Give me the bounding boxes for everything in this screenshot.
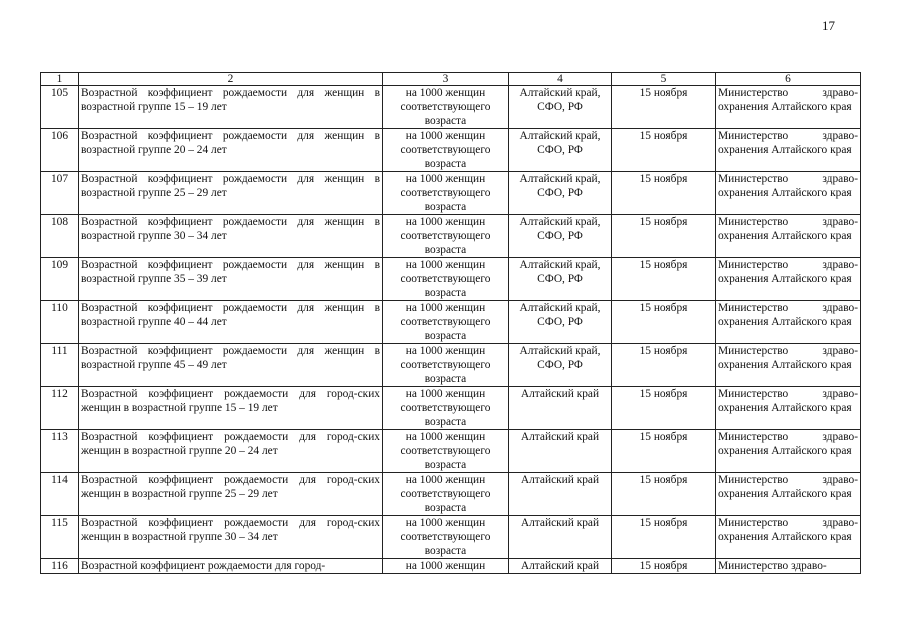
column-header: 4	[509, 73, 612, 86]
unit-cell: на 1000 женщин соответствующего возраста	[383, 172, 509, 215]
row-number-cell: 116	[41, 559, 79, 574]
table-row	[41, 516, 861, 559]
source-cell: Министерство здраво-охранения Алтайского края	[716, 258, 861, 301]
row-number-cell: 108	[41, 215, 79, 258]
row-number-cell: 110	[41, 301, 79, 344]
unit-cell: на 1000 женщин соответствующего возраста	[383, 215, 509, 258]
territory-cell: Алтайский край, СФО, РФ	[509, 258, 612, 301]
column-header: 1	[41, 73, 79, 86]
row-number-cell: 111	[41, 344, 79, 387]
unit-cell: на 1000 женщин соответствующего возраста	[383, 129, 509, 172]
unit-cell: на 1000 женщин соответствующего возраста	[383, 86, 509, 129]
date-cell: 15 ноября	[612, 86, 716, 129]
indicator-name-cell: Возрастной коэффициент рождаемости для женщин в возрастной группе 40 – 44 лет	[79, 301, 383, 344]
row-number-cell: 115	[41, 516, 79, 559]
unit-cell: на 1000 женщин соответствующего возраста	[383, 387, 509, 430]
date-cell: 15 ноября	[612, 172, 716, 215]
source-cell: Министерство здраво-охранения Алтайского края	[716, 516, 861, 559]
table-row	[41, 258, 861, 301]
table-row	[41, 172, 861, 215]
indicators-table	[40, 72, 861, 574]
territory-cell: Алтайский край	[509, 387, 612, 430]
page-number: 17	[822, 18, 835, 33]
table-row	[41, 86, 861, 129]
column-header: 3	[383, 73, 509, 86]
date-cell: 15 ноября	[612, 473, 716, 516]
indicator-name-cell: Возрастной коэффициент рождаемости для женщин в возрастной группе 45 – 49 лет	[79, 344, 383, 387]
row-number-cell: 107	[41, 172, 79, 215]
indicator-name-cell: Возрастной коэффициент рождаемости для женщин в возрастной группе 20 – 24 лет	[79, 129, 383, 172]
territory-cell: Алтайский край	[509, 473, 612, 516]
territory-cell: Алтайский край, СФО, РФ	[509, 301, 612, 344]
territory-cell: Алтайский край	[509, 559, 612, 574]
indicator-name-cell: Возрастной коэффициент рождаемости для город-ских женщин в возрастной группе 20 – 24 лет	[79, 430, 383, 473]
source-cell: Министерство здраво-охранения Алтайского края	[716, 473, 861, 516]
row-number-cell: 114	[41, 473, 79, 516]
unit-cell: на 1000 женщин соответствующего возраста	[383, 258, 509, 301]
territory-cell: Алтайский край	[509, 516, 612, 559]
source-cell: Министерство здраво-охранения Алтайского края	[716, 430, 861, 473]
territory-cell: Алтайский край, СФО, РФ	[509, 215, 612, 258]
column-header: 5	[612, 73, 716, 86]
date-cell: 15 ноября	[612, 258, 716, 301]
table-row	[41, 559, 861, 574]
date-cell: 15 ноября	[612, 387, 716, 430]
territory-cell: Алтайский край, СФО, РФ	[509, 344, 612, 387]
territory-cell: Алтайский край, СФО, РФ	[509, 172, 612, 215]
column-number-header-row	[41, 73, 861, 86]
territory-cell: Алтайский край	[509, 430, 612, 473]
territory-cell: Алтайский край, СФО, РФ	[509, 86, 612, 129]
table-body	[41, 73, 861, 574]
row-number-cell: 105	[41, 86, 79, 129]
territory-cell: Алтайский край, СФО, РФ	[509, 129, 612, 172]
date-cell: 15 ноября	[612, 430, 716, 473]
row-number-cell: 113	[41, 430, 79, 473]
date-cell: 15 ноября	[612, 129, 716, 172]
source-cell: Министерство здраво-охранения Алтайского края	[716, 86, 861, 129]
indicator-name-cell: Возрастной коэффициент рождаемости для женщин в возрастной группе 35 – 39 лет	[79, 258, 383, 301]
unit-cell: на 1000 женщин соответствующего возраста	[383, 516, 509, 559]
date-cell: 15 ноября	[612, 215, 716, 258]
date-cell: 15 ноября	[612, 301, 716, 344]
table-row	[41, 129, 861, 172]
indicator-name-cell: Возрастной коэффициент рождаемости для женщин в возрастной группе 30 – 34 лет	[79, 215, 383, 258]
source-cell: Министерство здраво-охранения Алтайского края	[716, 387, 861, 430]
indicator-name-cell: Возрастной коэффициент рождаемости для женщин в возрастной группе 25 – 29 лет	[79, 172, 383, 215]
column-header: 6	[716, 73, 861, 86]
source-cell: Министерство здраво-	[716, 559, 861, 574]
table-row	[41, 387, 861, 430]
column-header: 2	[79, 73, 383, 86]
date-cell: 15 ноября	[612, 516, 716, 559]
source-cell: Министерство здраво-охранения Алтайского края	[716, 301, 861, 344]
table-row	[41, 215, 861, 258]
indicator-name-cell: Возрастной коэффициент рождаемости для город-	[79, 559, 383, 574]
source-cell: Министерство здраво-охранения Алтайского края	[716, 172, 861, 215]
date-cell: 15 ноября	[612, 344, 716, 387]
source-cell: Министерство здраво-охранения Алтайского края	[716, 129, 861, 172]
unit-cell: на 1000 женщин	[383, 559, 509, 574]
indicator-name-cell: Возрастной коэффициент рождаемости для город-ских женщин в возрастной группе 15 – 19 лет	[79, 387, 383, 430]
unit-cell: на 1000 женщин соответствующего возраста	[383, 430, 509, 473]
unit-cell: на 1000 женщин соответствующего возраста	[383, 473, 509, 516]
source-cell: Министерство здраво-охранения Алтайского края	[716, 344, 861, 387]
table-row	[41, 344, 861, 387]
source-cell: Министерство здраво-охранения Алтайского края	[716, 215, 861, 258]
row-number-cell: 109	[41, 258, 79, 301]
indicator-name-cell: Возрастной коэффициент рождаемости для город-ских женщин в возрастной группе 30 – 34 лет	[79, 516, 383, 559]
table-row	[41, 430, 861, 473]
row-number-cell: 112	[41, 387, 79, 430]
unit-cell: на 1000 женщин соответствующего возраста	[383, 344, 509, 387]
date-cell: 15 ноября	[612, 559, 716, 574]
table-row	[41, 473, 861, 516]
row-number-cell: 106	[41, 129, 79, 172]
indicator-name-cell: Возрастной коэффициент рождаемости для город-ских женщин в возрастной группе 25 – 29 лет	[79, 473, 383, 516]
indicator-name-cell: Возрастной коэффициент рождаемости для женщин в возрастной группе 15 – 19 лет	[79, 86, 383, 129]
unit-cell: на 1000 женщин соответствующего возраста	[383, 301, 509, 344]
table-row	[41, 301, 861, 344]
